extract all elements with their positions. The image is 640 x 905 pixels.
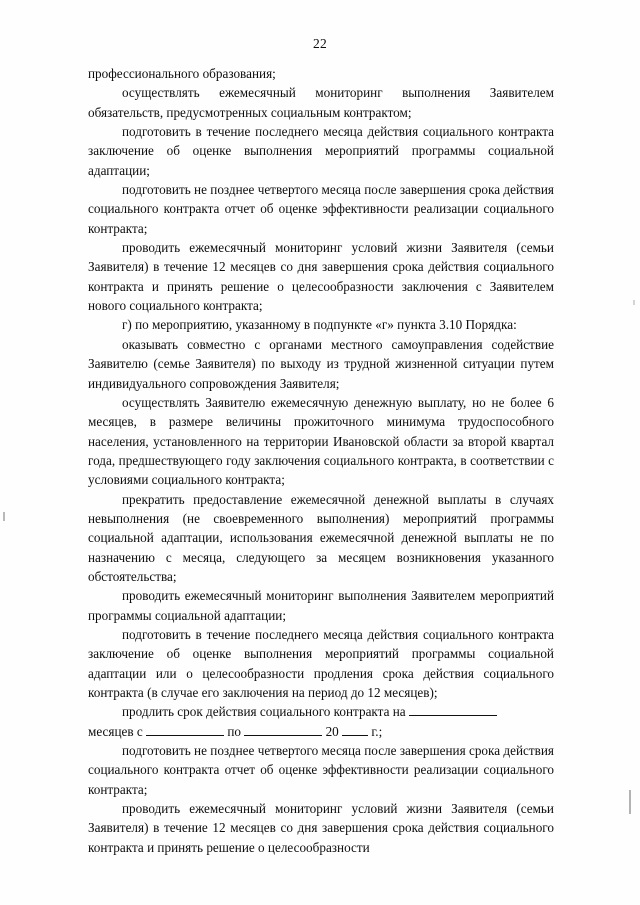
- blank-field-months[interactable]: [409, 715, 497, 716]
- blank-paragraph-part-5: г.;: [371, 723, 383, 739]
- paragraph: г) по мероприятию, указанному в подпункте «г» пункта 3.10 Порядка:: [122, 317, 517, 333]
- paragraph-with-blanks: [88, 702, 554, 741]
- paragraph: подготовить не позднее четвертого месяца после завершения срока действия социального контракта отчет об оценке эффективности реализации социального контракта;: [88, 743, 554, 797]
- page-number: 22: [313, 36, 327, 51]
- document-body: [88, 64, 554, 857]
- paragraph: проводить ежемесячный мониторинг условий жизни Заявителя (семьи Заявителя) в течение 12 месяцев со дня завершения срока действия социального контракта и принять решение о целесообразности: [88, 801, 554, 855]
- paragraph: оказывать совместно с органами местного самоуправления содействие Заявителю (семье Заявителя) по выходу из трудной жизненной ситуации путем индивидуального сопровождения Заявителя;: [88, 336, 554, 391]
- scan-artifact: [633, 300, 635, 305]
- blank-paragraph-part-1: продлить срок действия социального контракта на: [122, 704, 406, 720]
- paragraph: проводить ежемесячный мониторинг условий жизни Заявителя (семьи Заявителя) в течение 12 месяцев со дня завершения срока действия социального контракта и принять решение о целесообразности заключения с Заявителем нового социального контракта;: [88, 240, 554, 314]
- paragraph: подготовить не позднее четвертого месяца после завершения срока действия социального контракта отчет об оценке эффективности реализации социального контракта;: [88, 182, 554, 236]
- paragraph: прекратить предоставление ежемесячной денежной выплаты в случаях невыполнения (не своевременного выполнения) мероприятий программы социальной адаптации, использования ежемесячной денежной выплаты не по назначению с месяца, следующего за месяцем возникновения указанного обстоятельства;: [88, 491, 554, 584]
- paragraph: подготовить в течение последнего месяца действия социального контракта заключение об оценке выполнения мероприятий программы социальной адаптации или о целесообразности продления срока действия социального контракта (в случае его заключения на период до 12 месяцев);: [88, 626, 554, 700]
- paragraph: профессионального образования;: [88, 66, 276, 81]
- blank-paragraph-part-3: по: [227, 723, 241, 739]
- margin-mark: [629, 790, 631, 814]
- paragraph: подготовить в течение последнего месяца действия социального контракта заключение об оценке выполнения мероприятий программы социальной адаптации;: [88, 124, 554, 178]
- scan-artifact: [3, 512, 5, 521]
- paragraph: осуществлять ежемесячный мониторинг выполнения Заявителем обязательств, предусмотренных социальным контрактом;: [88, 85, 554, 120]
- blank-field-date-from[interactable]: [146, 735, 224, 736]
- blank-field-date-to[interactable]: [244, 735, 322, 736]
- blank-paragraph-part-4: 20: [325, 723, 339, 739]
- blank-field-year[interactable]: [342, 735, 368, 736]
- paragraph: осуществлять Заявителю ежемесячную денежную выплату, но не более 6 месяцев, в размере величины прожиточного минимума трудоспособного населения, установленного на территории Ивановской области за второй квартал года, предшествующего году заключения социального контракта, в соответствии с условиями социального контракта;: [88, 394, 554, 488]
- paragraph: проводить ежемесячный мониторинг выполнения Заявителем мероприятий программы социальной адаптации;: [88, 588, 554, 623]
- blank-paragraph-part-2: месяцев с: [88, 723, 143, 739]
